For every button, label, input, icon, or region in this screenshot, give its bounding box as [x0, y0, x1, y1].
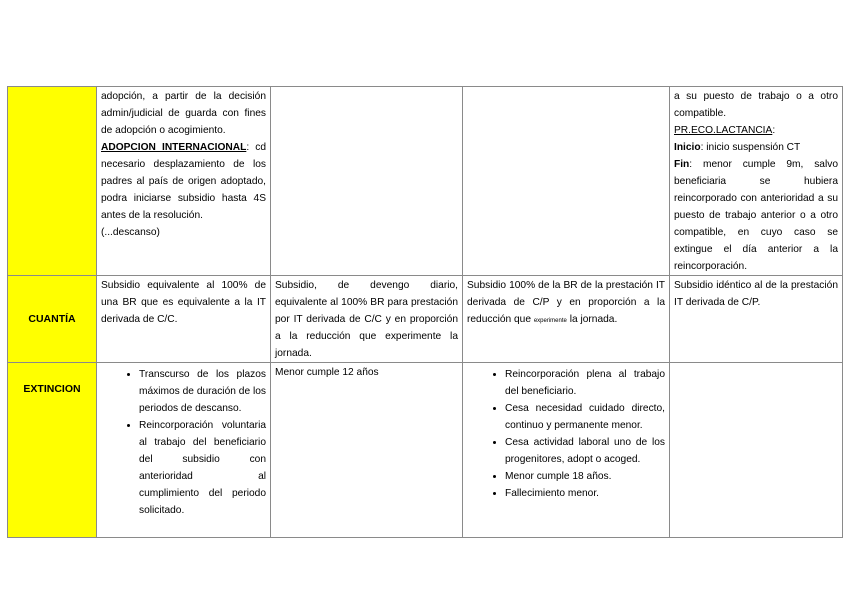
- lactancia-label: PR.ECO.LACTANCIA: [674, 125, 773, 136]
- list-item: • Transcurso de los plazos máximos de duración de los periodos de descanso.: [139, 366, 266, 417]
- cell-row1-col3: [463, 87, 670, 276]
- cell-cuantia-col3: [463, 276, 670, 363]
- cell-row1-col1: [97, 87, 271, 276]
- adopcion-internacional-text: : cd necesario desplazamiento de los padres al país de origen adoptado, podra iniciarse subsidio hasta 4S antes de la resolución.: [101, 142, 267, 221]
- lactancia-colon: :: [772, 125, 776, 136]
- row-header-cuantia: CUANTÍA: [8, 276, 97, 363]
- table-row-continuation: [8, 87, 843, 276]
- row-header-empty: [8, 87, 97, 276]
- cell-row1-col4: [670, 87, 843, 276]
- cell-extincion-col3: [463, 363, 670, 538]
- row-header-extincion: EXTINCION: [8, 363, 97, 538]
- table-row-cuantia: [8, 276, 843, 363]
- cuantia-col3-text: Subsidio 100% de la BR de la prestación IT derivada de C/P y en proporción a la reducción que: [467, 280, 665, 325]
- list-item: • Cesa necesidad cuidado directo, continuo y permanente menor.: [505, 400, 665, 434]
- extincion-col1-list: [101, 366, 266, 519]
- cell-extincion-col4: [670, 363, 843, 538]
- inicio-text: : inicio suspensión CT: [700, 142, 801, 153]
- list-item: • Fallecimiento menor.: [505, 485, 665, 502]
- list-item: • Reincorporación plena al trabajo del beneficiario.: [505, 366, 665, 400]
- descanso-ellipsis: (...descanso): [101, 227, 160, 238]
- puesto-text: a su puesto de trabajo o a otro compatible.: [674, 91, 838, 119]
- cell-extincion-col2: Menor cumple 12 años: [271, 363, 463, 538]
- cell-row1-col2: [271, 87, 463, 276]
- fin-label: Fin: [674, 159, 690, 170]
- benefits-table: [7, 86, 843, 538]
- cuantia-col3-end: la jornada.: [566, 314, 618, 325]
- list-item: • Menor cumple 18 años.: [505, 468, 665, 485]
- cell-extincion-col1: [97, 363, 271, 538]
- cuantia-col3-small: experimente: [533, 318, 567, 324]
- cell-cuantia-col4: Subsidio idéntico al de la prestación IT derivada de C/P.: [670, 276, 843, 363]
- cell-cuantia-col1: Subsidio equivalente al 100% de una BR que es equivalente a la IT derivada de C/C.: [97, 276, 271, 363]
- inicio-label: Inicio: [674, 142, 701, 153]
- table-row-extincion: [8, 363, 843, 538]
- cell-cuantia-col2: Subsidio, de devengo diario, equivalente al 100% BR para prestación por IT derivada de C/C y en proporción a la reducción que experimente la jornada.: [271, 276, 463, 363]
- list-item: • Cesa actividad laboral uno de los progenitores, adopt o acoged.: [505, 434, 665, 468]
- extincion-col3-list: [467, 366, 665, 502]
- fin-text: : menor cumple 9m, salvo beneficiaria se hubiera reincorporado con anterioridad a su puesto de trabajo anterior o a otro compatible, en cuyo caso se extingue el día anterior a la reincorporación.: [674, 159, 838, 272]
- adopcion-internacional-label: ADOPCION INTERNACIONAL: [101, 142, 247, 153]
- list-item: • Reincorporación voluntaria al trabajo del beneficiario del subsidio con anterioridad al cumplimiento del periodo solicitado.: [139, 417, 266, 519]
- adopcion-text: adopción, a partir de la decisión admin/judicial de guarda con fines de adopción o acogimiento.: [101, 91, 266, 136]
